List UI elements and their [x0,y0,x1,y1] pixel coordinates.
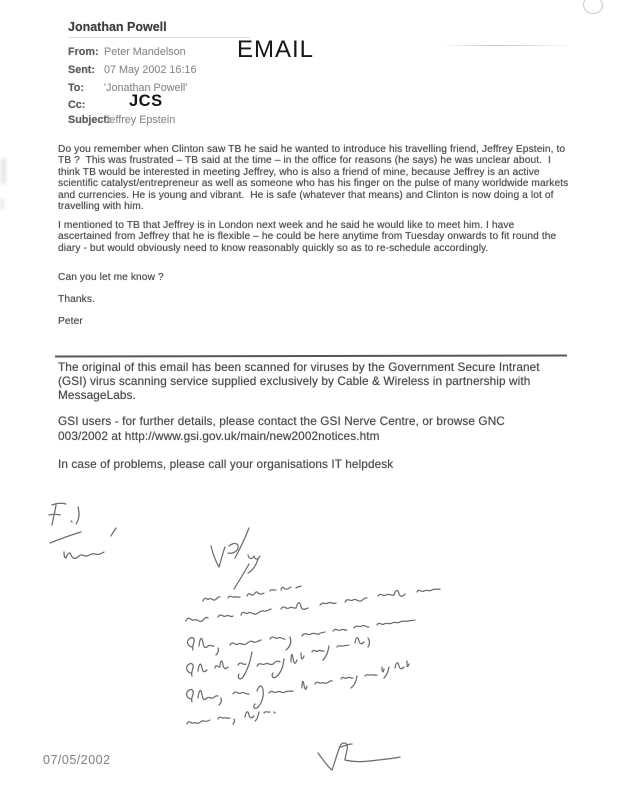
body-line: think TB would be interested in meeting Jeffrey, who is also a friend of mine, because Jeffrey is an active [58,166,540,178]
handwritten-left-scribble [111,528,116,536]
body-line: TB ? This was frustrated – TB said at the time – in the office for reasons (he says) he was unclear about. I [58,155,551,167]
email-stamp-label: EMAIL [237,36,315,63]
field-label-sent: Sent: [68,64,95,76]
scan-artifact-circle [581,0,604,16]
footer-gsi-notice [58,414,505,444]
body-line: and currencies. He is young and vibrant. He is safe (whatever that means) and Clinton is now doing a lot of [58,189,554,201]
date-stamp: 07/05/2002 [43,753,111,767]
field-value-to: 'Jonathan Powell' [104,82,188,94]
field-label-to: To: [68,82,84,94]
cc-overlay-label: JCS [129,92,163,110]
field-row-subject [68,114,175,126]
body-line: diary - but would obviously need to know reasonably quickly so as to re-schedule accordingly. [58,242,489,254]
scan-divider-line [55,354,567,357]
footer-line: The original of this email has been scanned for viruses by the Government Secure Intranet [58,360,540,374]
field-row-to [68,82,187,94]
handwritten-initials-fl [49,503,104,558]
field-value-sent: 07 May 2002 16:16 [104,64,197,76]
field-row-cc [68,99,104,111]
body-line: I mentioned to TB that Jeffrey is in London next week and he said he would like to meet him. I have [58,220,515,231]
scan-artifact-line [440,45,576,46]
field-row-sent [68,64,196,76]
field-value-from: Peter Mandelson [104,46,186,58]
footer-line: 003/2002 at http://www.gsi.gov.uk/main/new2002notices.htm [58,429,380,443]
footer-disclaimer [58,360,540,402]
body-line: Do you remember when Clinton saw TB he said he wanted to introduce his travelling friend, Jeffrey Epstein, to [58,144,566,155]
handwritten-checkmark-pay [211,528,260,589]
footer-helpdesk-notice: In case of problems, please call your organisations IT helpdesk [58,457,394,471]
body-paragraph-1 [58,144,568,212]
body-signoff: Peter [58,316,83,327]
footer-line: MessageLabs. [58,388,136,402]
body-thanks: Thanks. [58,294,95,305]
handwritten-signature [318,743,400,770]
field-value-subject: Jeffrey Epstein [104,114,176,126]
footer-line: GSI users - for further details, please contact the GSI Nerve Centre, or browse GNC [58,414,505,428]
body-line: travelling with him. [58,201,144,213]
recipient-name: Jonathan Powell [68,20,167,34]
field-label-from: From: [68,46,99,58]
scan-artifact-smudge [0,198,4,210]
scan-artifact-smudge [1,158,6,184]
field-label-cc: Cc: [68,99,86,111]
body-line: scientific catalyst/entrepreneur as well as someone who has his finger on the pulse of many worldwide markets [58,178,569,190]
header-divider [68,37,250,38]
handwritten-note [186,586,440,724]
field-row-from [68,46,186,58]
footer-line: (GSI) virus scanning service supplied exclusively by Cable & Wireless in partnership with [58,374,531,388]
body-line: ascertained from Jeffrey that he is flexible – he could be here anytime from Tuesday onwards to fit round the [58,231,557,243]
body-question: Can you let me know ? [58,272,164,283]
body-paragraph-2 [58,220,556,254]
field-label-subject: Subject: [68,114,111,126]
